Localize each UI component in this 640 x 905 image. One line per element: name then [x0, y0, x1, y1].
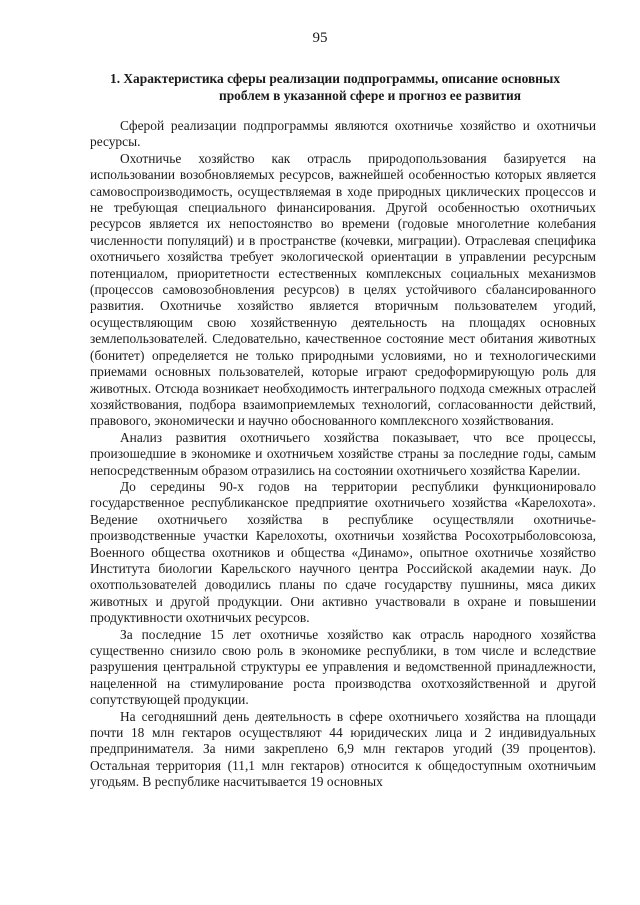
paragraph: На сегодняшний день деятельность в сфере охотничьего хозяйства на площади почти 18 млн гектаров осуществляют 44 юридических лица и 2 индивидуальных предпринимателя. За ними закреплено 6,9 млн гектаров угодий (39 процентов). Остальная территория (11,1 млн гектаров) относится к общедоступным охотничьим угодьям. В республике насчитывается 19 основных: [90, 708, 596, 790]
section-heading-line-2: проблем в указанной сфере и прогноз ее развития: [219, 88, 521, 103]
paragraph: Сферой реализации подпрограммы являются охотничье хозяйство и охотничьи ресурсы.: [90, 118, 596, 150]
paragraph: Охотничье хозяйство как отрасль природопользования базируется на использовании возобновляемых ресурсов, важнейшей особенностью которых является самовоспроизводимость, осуществляемая в ходе природных циклических процессов и не требующая специального финансирования. Другой особенностью охотничьих ресурсов является их непостоянство во времени (годовые многолетние колебания численности популяций) и в пространстве (кочевки, миграции). Отраслевая специфика охотничьего хозяйства требует экологической ориентации в управлении ресурсным потенциалом, приоритетности естественных комплексных социальных механизмов (процессов самовозобновления ресурсов) в целях устойчивого сбалансированного развития. Охотничье хозяйство является вторичным пользователем угодий, осуществляющим свою хозяйственную деятельность на площадях основных землепользователей. Следовательно, качественное состояние мест обитания животных (бонитет) определяется не только природными условиями, но и технологическими приемами основных пользователей, которые играют средоформирующую роль для животных. Отсюда возникает необходимость интегрального подхода смежных отраслей хозяйствования, подбора взаимоприемлемых технологий, согласованности действий, правового, экономически и научно обоснованного комплексного хозяйствования.: [90, 150, 596, 429]
section-heading: [110, 70, 610, 104]
paragraph: За последние 15 лет охотничье хозяйство как отрасль народного хозяйства существенно снизило свою роль в экономике республики, в том числе и вследствие разрушения центральной структуры ее управления и ведомственной принадлежности, нацеленной на стимулирование роста производства охотхозяйственной и другой сопутствующей продукции.: [90, 626, 596, 708]
paragraph: До середины 90-х годов на территории республики функционировало государственное республиканское предприятие охотничьего хозяйства «Карелохота». Ведение охотничьего хозяйства в республике осуществляли охотничье-производственные участки Карелохоты, охотничьи хозяйства Росохотрыболовсоюза, Военного общества охотников и общества «Динамо», опытное охотничье хозяйство Института биологии Карельского научного центра Российской академии наук. До охотпользователей доводились планы по сдаче государству пушнины, мяса диких животных и другой продукции. Они активно участвовали в охране и повышении продуктивности охотничьих ресурсов.: [90, 478, 596, 626]
paragraph: Анализ развития охотничьего хозяйства показывает, что все процессы, произошедшие в экономике и охотничьем хозяйстве страны за последние годы, самым непосредственным образом отразились на состоянии охотничьего хозяйства Карелии.: [90, 429, 596, 478]
page-number: 95: [312, 30, 328, 46]
section-heading-line-1: 1. Характеристика сферы реализации подпрограммы, описание основных: [110, 71, 561, 86]
body-text: [90, 118, 596, 791]
